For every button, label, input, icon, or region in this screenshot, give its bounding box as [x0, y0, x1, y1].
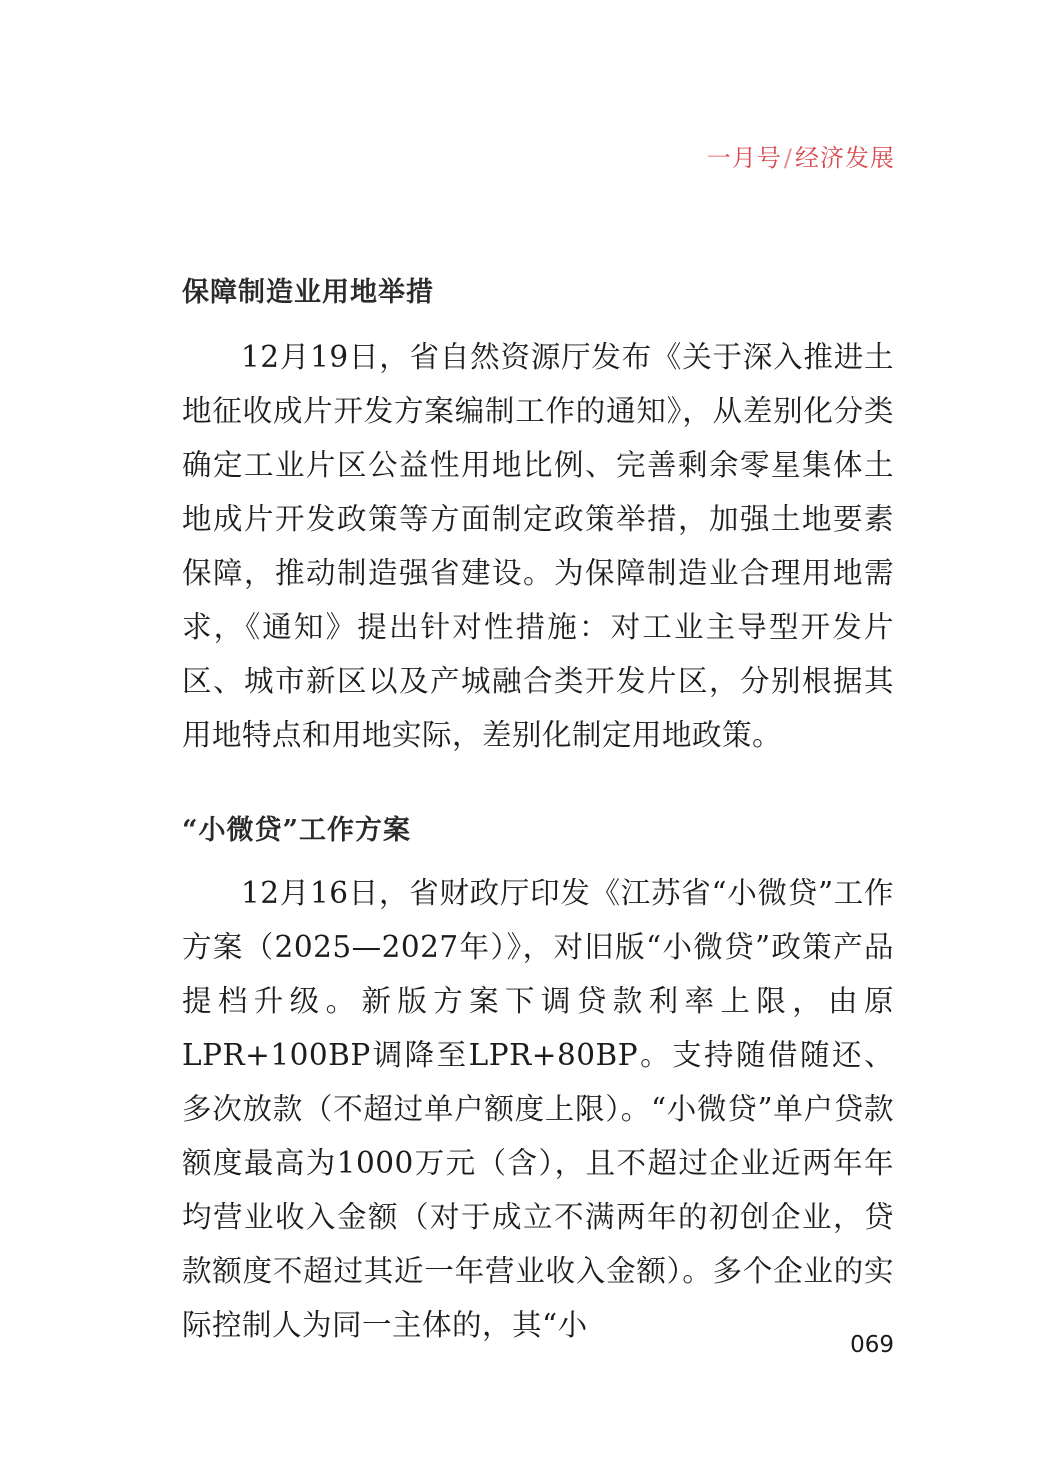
issue-label: 一月号 [706, 144, 782, 172]
running-header [707, 138, 895, 173]
page-number: 069 [850, 1332, 894, 1358]
header-separator: / [783, 144, 793, 172]
article-heading-land-use: 保障制造业用地举措 [182, 277, 434, 308]
article-body-small-loans: 12月16日，省财政厅印发《江苏省“小微贷”工作方案（2025—2027年）》，对旧版“小微贷”政策产品提档升级。新版方案下调贷款利率上限，由原LPR+100BP调降至LPR+80BP。支持随借随还、多次放款（不超过单户额度上限）。“小微贷”单户贷款额度最高为1000万元（含），且不超过企业近两年年均营业收入金额（对于成立不满两年的初创企业，贷款额度不超过其近一年营业收入金额）。多个企业的实际控制人为同一主体的，其“小 [182, 876, 894, 1342]
article-body-land-use: 12月19日，省自然资源厅发布《关于深入推进土地征收成片开发方案编制工作的通知》，从差别化分类确定工业片区公益性用地比例、完善剩余零星集体土地成片开发政策等方面制定政策举措，加强土地要素保障，推动制造强省建设。为保障制造业合理用地需求，《通知》提出针对性措施：对工业主导型开发片区、城市新区以及产城融合类开发片区，分别根据其用地特点和用地实际，差别化制定用地政策。 [182, 340, 894, 752]
article-heading-small-loans: “小微贷”工作方案 [182, 815, 412, 846]
section-label: 经济发展 [795, 144, 895, 172]
